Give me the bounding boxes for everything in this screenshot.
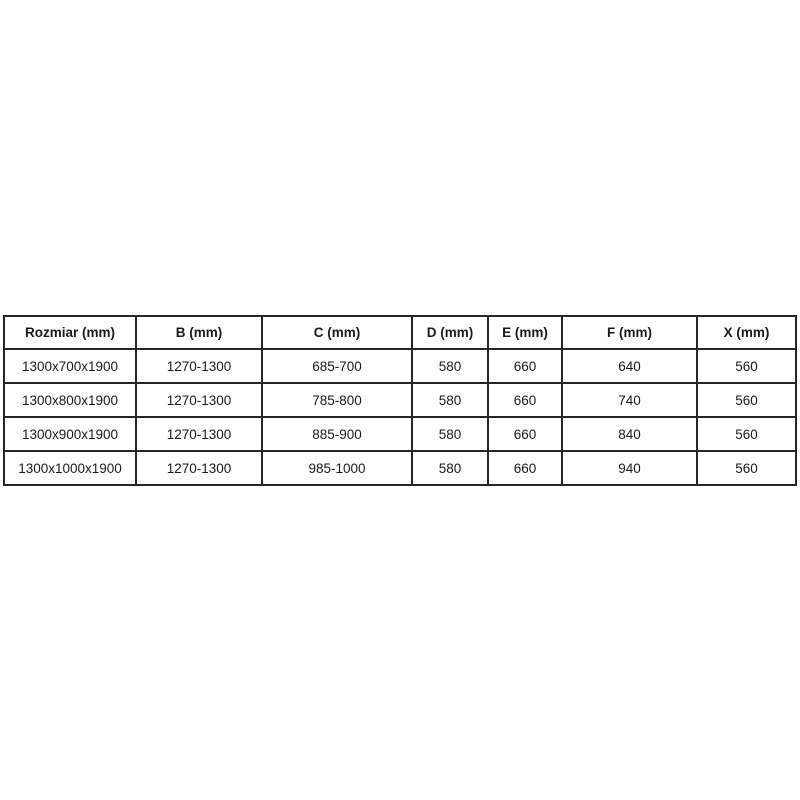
cell-b: 1270-1300 [136, 417, 262, 451]
table-row [4, 451, 796, 485]
column-header-b: B (mm) [136, 316, 262, 349]
dimensions-spec-table [3, 315, 797, 486]
cell-b: 1270-1300 [136, 349, 262, 383]
table-body [4, 349, 796, 485]
cell-rozmiar: 1300x900x1900 [4, 417, 136, 451]
cell-x: 560 [697, 451, 796, 485]
cell-rozmiar: 1300x800x1900 [4, 383, 136, 417]
cell-e: 660 [488, 417, 562, 451]
cell-d: 580 [412, 383, 488, 417]
cell-x: 560 [697, 349, 796, 383]
cell-f: 840 [562, 417, 697, 451]
cell-e: 660 [488, 451, 562, 485]
cell-x: 560 [697, 417, 796, 451]
cell-x: 560 [697, 383, 796, 417]
cell-b: 1270-1300 [136, 383, 262, 417]
table-row [4, 349, 796, 383]
cell-c: 985-1000 [262, 451, 412, 485]
column-header-c: C (mm) [262, 316, 412, 349]
header-row [4, 316, 796, 349]
column-header-rozmiar: Rozmiar (mm) [4, 316, 136, 349]
cell-b: 1270-1300 [136, 451, 262, 485]
column-header-e: E (mm) [488, 316, 562, 349]
cell-f: 740 [562, 383, 697, 417]
column-header-x: X (mm) [697, 316, 796, 349]
cell-c: 785-800 [262, 383, 412, 417]
table-header [4, 316, 796, 349]
cell-f: 640 [562, 349, 697, 383]
cell-rozmiar: 1300x700x1900 [4, 349, 136, 383]
cell-e: 660 [488, 383, 562, 417]
cell-c: 685-700 [262, 349, 412, 383]
cell-e: 660 [488, 349, 562, 383]
cell-d: 580 [412, 417, 488, 451]
cell-f: 940 [562, 451, 697, 485]
column-header-d: D (mm) [412, 316, 488, 349]
cell-rozmiar: 1300x1000x1900 [4, 451, 136, 485]
cell-d: 580 [412, 349, 488, 383]
table-row [4, 417, 796, 451]
cell-d: 580 [412, 451, 488, 485]
column-header-f: F (mm) [562, 316, 697, 349]
cell-c: 885-900 [262, 417, 412, 451]
table-row [4, 383, 796, 417]
